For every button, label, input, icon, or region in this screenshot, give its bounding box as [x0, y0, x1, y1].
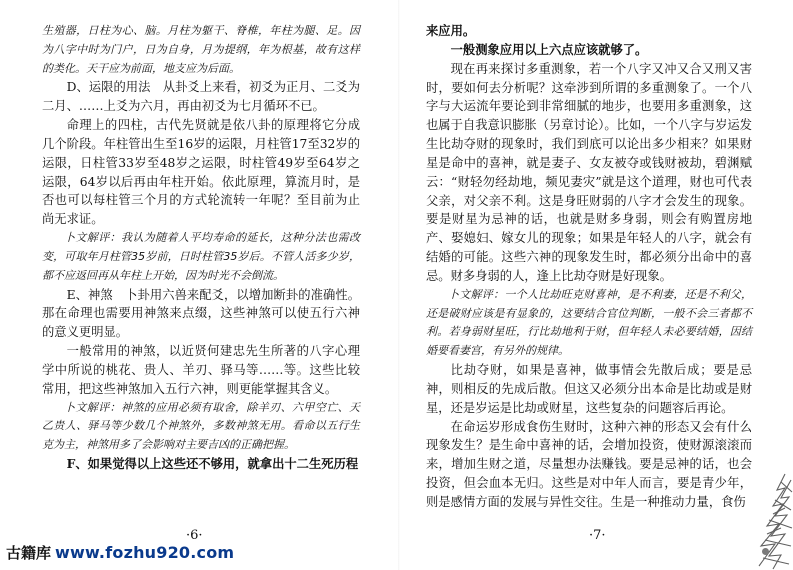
- watermark-url: www.fozhu920.com: [55, 542, 235, 562]
- corner-scribble-mark: [715, 470, 793, 570]
- left-paragraph-4: 卜文解评：我认为随着人平均寿命的延长，这种分法也需改变，可取年月柱管35岁前，日时柱管35岁后。不管人活多少岁，都不应返回再从年柱上开始，因为时光不会倒流。: [42, 231, 360, 282]
- left-paragraph-2: D、运限的用法 从卦爻上来看，初爻为正月、二爻为二月、……上爻为六月，再由初爻为七月循环不已。: [42, 80, 360, 114]
- left-paragraph-3: 命理上的四柱，古代先贤就是依八卦的原理将它分成几个阶段。年柱管出生至16岁的运限，月柱管17至32岁的运限，日柱管33岁至48岁之运限，时柱管49岁至64岁之运限，64岁以后再由年柱开始。依此原理，算流月时，是否也可以每柱管三个月的方式轮流转一年呢？至目前为止尚无求证。: [42, 118, 360, 227]
- left-paragraph-8: F、如果觉得以上这些还不够用，就拿出十二生死历程: [66, 455, 359, 471]
- right-paragraph-2: 一般测象应用以上六点应该就够了。: [450, 41, 648, 57]
- left-paragraph-5: E、神煞 卜卦用六兽来配爻，以增加断卦的准确性。那在命理也需要用神煞来点缀，这些神煞可以使五行六神的意义更明显。: [42, 287, 360, 340]
- right-page-number: ·7·: [589, 528, 606, 543]
- watermark-site-name: 古籍库: [6, 543, 52, 562]
- right-paragraph-4: 卜文解评：一个人比劫旺克财喜神，是不利妻，还是不利父，还是破财应该是有显象的，这要结合官位判断，一般不会三者都不利。若身弱财星旺，行比劫地利于财，但年轻人未必要结婚，因结婚要看妻宫，有另外的规律。: [426, 287, 752, 358]
- page-gutter: [398, 0, 400, 570]
- watermark: [6, 540, 234, 564]
- left-paragraph-1: 生殖器，日柱为心、脑。月柱为躯干、脊椎，年柱为腿、足。因为八字中时为门户，日为自身，月为提纲，年为根基，故有这样的类化。天干应为前面，地支应为后面。: [42, 24, 360, 75]
- left-paragraph-7: 卜文解评：神煞的应用必须有取舍，除羊刃、六甲空亡、天乙贵人、驿马等少数几个神煞外，多数神煞无用。看命以五行生克为主，神煞用多了会影响对主要吉凶的正确把握。: [42, 400, 360, 452]
- page-dot: [762, 548, 769, 555]
- right-paragraph-3: 现在再来探讨多重测象，若一个八字又冲又合又刑又害时，要如何去分析呢？这牵涉到所谓的多重测象了。一个八字与大运流年要论到非常细腻的地步，也要用多重测象，这也属于自我意识膨胀（另章讨论）。比如，一个八字与岁运发生比劫夺财的现象时，我们到底可以论出多少相来？如果财星是命中的喜神，就是妻子、女友被夺或钱财被劫，碧渊赋云：“财轻勿经劫地，频见妻灾”就是这个道理，财也可代表父亲，对父亲不利。这是身旺财弱的八字才会发生的现象。要是财星为忌神的话，也就是财多身弱，则会有购置房地产、娶媳妇、嫁女儿的现象；如果是年轻人的八字，就会有结婚的可能。这些六神的现象发生时，都必须分出命中的喜忌。财多身弱的人，逢上比劫夺财是好现象。: [426, 61, 752, 283]
- left-page: [42, 22, 360, 542]
- left-paragraph-6: 一般常用的神煞，以近贤何建忠先生所著的八字心理学中所说的桃花、贵人、羊刃、驿马等……等。这些比较常用，把这些神煞加入五行六神，则更能掌握其含义。: [42, 344, 360, 396]
- left-page-number: ·6·: [186, 528, 203, 543]
- right-paragraph-1: 来应用。: [426, 23, 476, 38]
- right-paragraph-6: 在命运岁形成食伤生财时，这种六神的形态又会有什么现象发生？是生命中喜神的话，会增加投资，使财源滚滚而来，增加生财之道，尽量想办法赚钱。要是忌神的话，也会投资，但会血本无归。这些是对中年人而言，要是青少年，则是感情方面的发展与异性交往。生是一种推动力量，食伤: [426, 419, 752, 509]
- right-paragraph-5: 比劫夺财，如果是喜神，做事情会先散后成；要是忌神，则相反的先成后散。但这又必须分出本命是比劫或是财星，还是岁运是比劫或财星，这些复杂的问题容后再论。: [426, 363, 752, 415]
- right-page: [426, 22, 752, 542]
